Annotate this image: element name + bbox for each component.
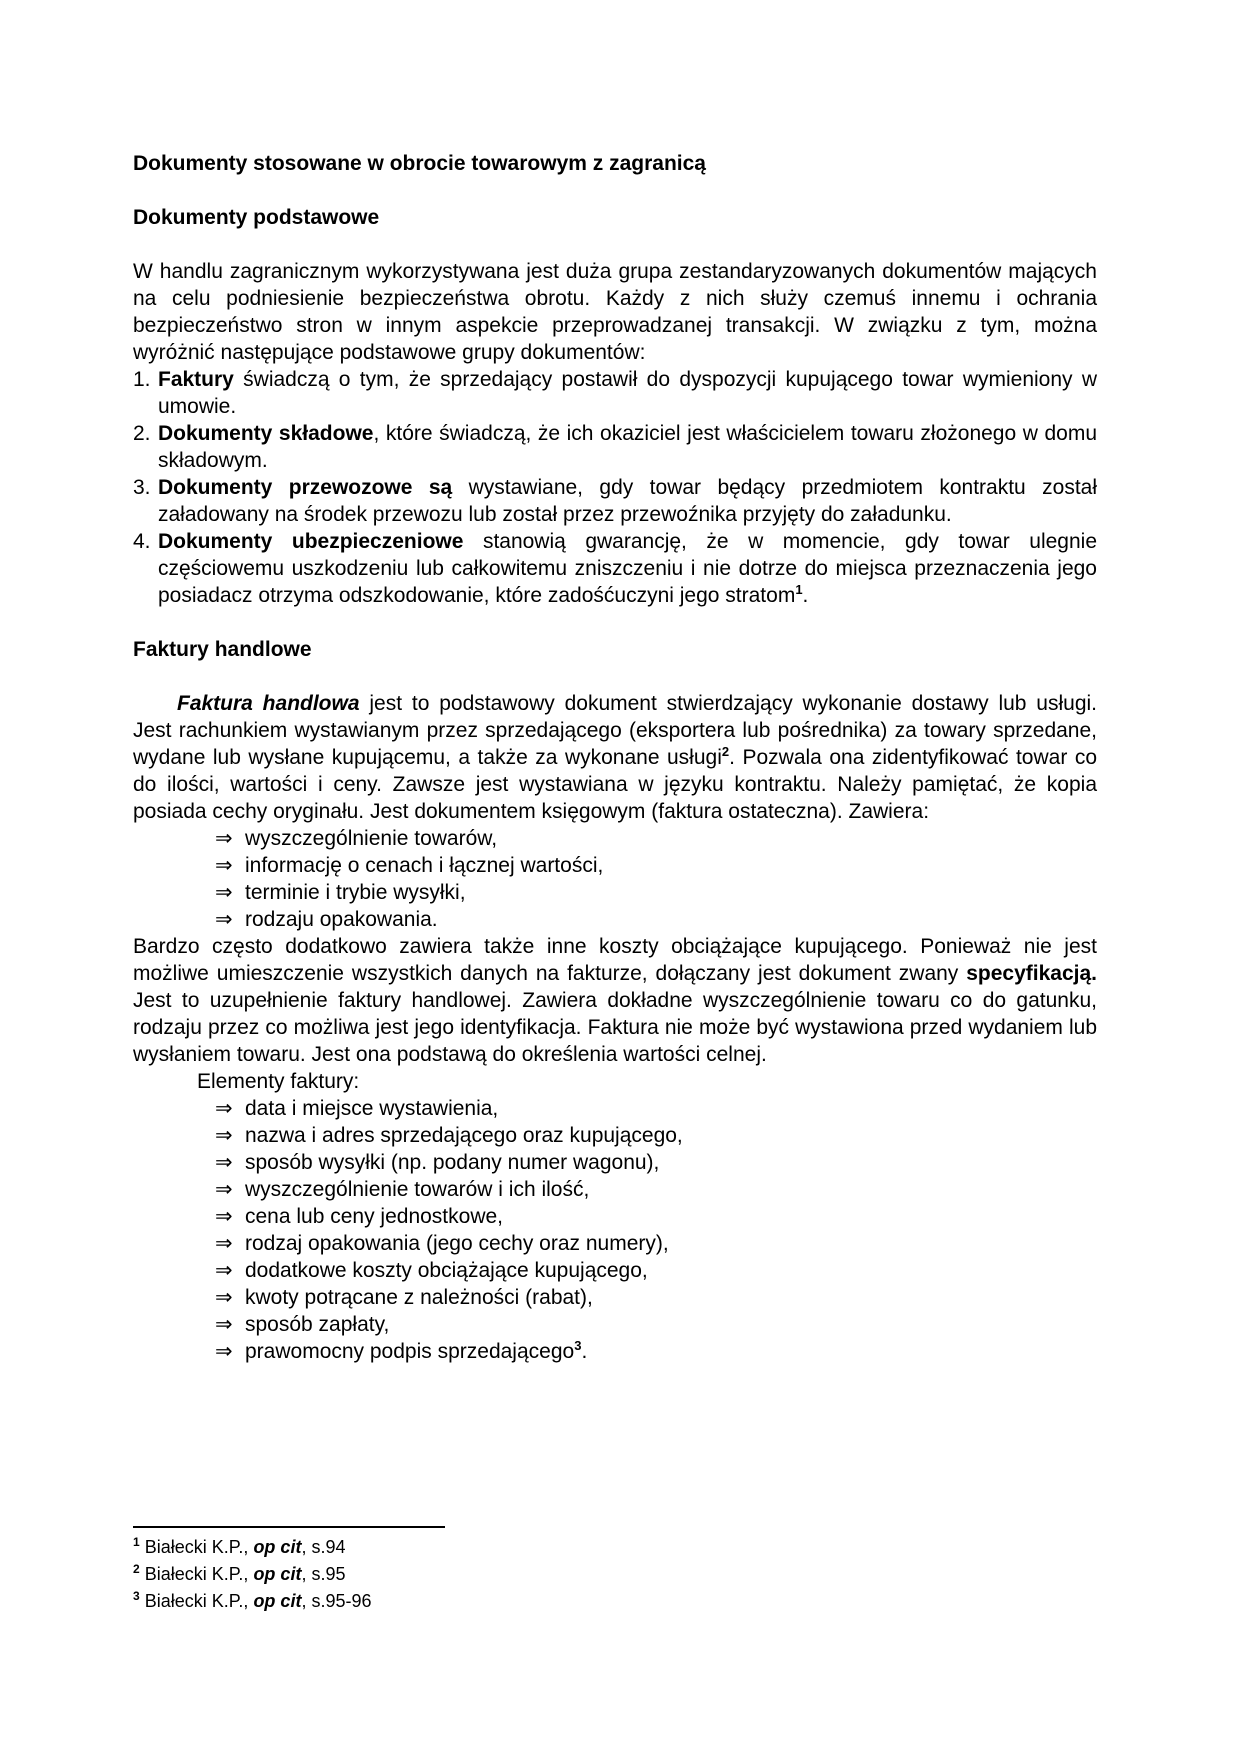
list-item xyxy=(215,1338,1097,1365)
footnote-number: 3 xyxy=(133,1589,140,1603)
list-item-tail: . xyxy=(802,584,809,607)
footnote-text: Białecki K.P., xyxy=(144,1537,254,1557)
list-item-text: świadczą o tym, że sprzedający postawił do dyspozycji kupującego towar wymieniony w umowie. xyxy=(158,368,1097,418)
list-item xyxy=(215,1122,1097,1149)
paragraph-text: Bardzo często dodatkowo zawiera także inne koszty obciążające kupującego. Ponieważ nie jest możliwe umieszczenie wszystkich danych na fakturze, dołączany jest dokument zwany xyxy=(133,935,1097,985)
footnote-2 xyxy=(133,1561,693,1588)
list-item-text: terminie i trybie wysyłki, xyxy=(245,881,466,904)
footnote-ref-2: 2 xyxy=(721,744,730,759)
list-item-text: rodzaj opakowania (jego cechy oraz numery), xyxy=(245,1232,669,1255)
list-item-text: wystawiane, gdy towar będący przedmiotem kontraktu został załadowany na środek przewozu lub został przez przewoźnika przyjęty do załadunku. xyxy=(158,476,1098,526)
list-number: 3. xyxy=(133,476,151,499)
list-item-text: prawomocny podpis sprzedającego xyxy=(245,1340,575,1363)
arrow-icon: ⇒ xyxy=(215,1232,233,1255)
list-item xyxy=(215,852,1097,879)
list-number: 4. xyxy=(133,530,151,553)
paragraph-text: . Pozwala ona zidentyfikować towar co do ilości, wartości i ceny. Zawsze jest wystawiana w języku kontraktu. Należy pamiętać, że kopia posiada cechy oryginału. Jest dokumentem księgowym (faktura ostateczna). Zawiera: xyxy=(133,746,1097,823)
list-item xyxy=(215,1230,1097,1257)
list-item-dokumenty-przewozowe xyxy=(133,474,1097,528)
list-item-text: sposób zapłaty, xyxy=(245,1313,390,1336)
heading-faktury-handlowe: Faktury handlowe xyxy=(133,638,312,661)
list-item-text: rodzaju opakowania. xyxy=(245,908,438,931)
footnote-work: op cit xyxy=(253,1537,302,1557)
footnote-work: op cit xyxy=(253,1591,302,1611)
list-item xyxy=(215,825,1097,852)
arrow-icon: ⇒ xyxy=(215,1313,233,1336)
invoice-contains-list xyxy=(133,825,1097,933)
list-item-text: data i miejsce wystawienia, xyxy=(245,1097,499,1120)
list-item-lead: Dokumenty składowe xyxy=(158,422,374,445)
arrow-icon: ⇒ xyxy=(215,1124,233,1147)
specification-paragraph xyxy=(133,933,1097,1068)
list-item xyxy=(215,1149,1097,1176)
paragraph-text: jest to podstawowy dokument stwierdzający wykonanie dostawy lub usługi. Jest rachunkiem wystawianym przez sprzedającego (eksportera lub pośrednika) za towary sprzedane, wydane lub wysłane kupującemu, a także za wykonane usługi xyxy=(133,692,1097,769)
list-item-lead: Faktury xyxy=(158,368,234,391)
list-item-text: wyszczególnienie towarów, xyxy=(245,827,498,850)
list-item-text: wyszczególnienie towarów i ich ilość, xyxy=(245,1178,590,1201)
list-item xyxy=(215,1257,1097,1284)
elements-label: Elementy faktury: xyxy=(197,1070,360,1093)
arrow-icon: ⇒ xyxy=(215,1178,233,1201)
document-groups-list xyxy=(133,366,1097,609)
footnote-3 xyxy=(133,1588,693,1615)
arrow-icon: ⇒ xyxy=(215,881,233,904)
list-item-tail: . xyxy=(581,1340,588,1363)
arrow-icon: ⇒ xyxy=(215,1259,233,1282)
arrow-icon: ⇒ xyxy=(215,827,233,850)
list-item-text: , które świadczą, że ich okaziciel jest właścicielem towaru złożonego w domu składowym. xyxy=(158,422,1097,472)
footnote-pages: , s.95-96 xyxy=(301,1591,372,1611)
list-item-text: kwoty potrącane z należności (rabat), xyxy=(245,1286,593,1309)
arrow-icon: ⇒ xyxy=(215,1151,233,1174)
list-item xyxy=(215,1095,1097,1122)
faktura-handlowa-paragraph xyxy=(133,690,1097,825)
footnote-number: 2 xyxy=(133,1562,140,1576)
arrow-icon: ⇒ xyxy=(215,854,233,877)
intro-paragraph: W handlu zagranicznym wykorzystywana jest duża grupa zestandaryzowanych dokumentów mających na celu podniesienie bezpieczeństwa obrotu. Każdy z nich służy czemuś innemu i ochrania bezpieczeństwo stron w innym aspekcie przeprowadzanej transakcji. W związku z tym, można wyróżnić następujące podstawowe grupy dokumentów: xyxy=(133,260,1097,364)
footnote-pages: , s.95 xyxy=(301,1564,346,1584)
paragraph-text: Jest to uzupełnienie faktury handlowej. Zawiera dokładne wyszczególnienie towaru co do gatunku, rodzaju przez co możliwa jest jego identyfikacja. Faktura nie może być wystawiona przed wydaniem lub wysłaniem towaru. Jest ona podstawą do określenia wartości celnej. xyxy=(133,989,1097,1066)
list-item xyxy=(215,1176,1097,1203)
list-item-text: stanowią gwarancję, że w momencie, gdy towar ulegnie częściowemu uszkodzeniu lub całkowitemu zniszczeniu i nie dotrze do miejsca przeznaczenia jego posiadacz otrzyma odszkodowanie, które zadośćuczyni jego stratom xyxy=(158,530,1097,607)
document-title: Dokumenty stosowane w obrocie towarowym z zagranicą xyxy=(133,152,706,175)
list-number: 1. xyxy=(133,368,151,391)
arrow-icon: ⇒ xyxy=(215,908,233,931)
list-item-text: informację o cenach i łącznej wartości, xyxy=(245,854,604,877)
list-item-faktury xyxy=(133,366,1097,420)
footnote-text: Białecki K.P., xyxy=(144,1564,254,1584)
arrow-icon: ⇒ xyxy=(215,1286,233,1309)
list-item xyxy=(215,1311,1097,1338)
arrow-icon: ⇒ xyxy=(215,1205,233,1228)
footnote-ref-1: 1 xyxy=(795,582,803,597)
list-item xyxy=(215,906,1097,933)
list-item-lead: Dokumenty przewozowe są xyxy=(158,476,453,499)
footnote-work: op cit xyxy=(253,1564,302,1584)
list-item-text: dodatkowe koszty obciążające kupującego, xyxy=(245,1259,648,1282)
footnote-ref-3: 3 xyxy=(574,1338,582,1353)
list-item-lead: Dokumenty ubezpieczeniowe xyxy=(158,530,464,553)
list-item-dokumenty-ubezpieczeniowe xyxy=(133,528,1097,609)
footnote-pages: , s.94 xyxy=(301,1537,346,1557)
list-item xyxy=(215,1284,1097,1311)
list-item-dokumenty-skladowe xyxy=(133,420,1097,474)
footnote-separator xyxy=(133,1526,445,1528)
list-item xyxy=(215,1203,1097,1230)
list-item-text: sposób wysyłki (np. podany numer wagonu), xyxy=(245,1151,660,1174)
footnotes xyxy=(133,1526,693,1615)
list-number: 2. xyxy=(133,422,151,445)
invoice-elements-list xyxy=(133,1095,1097,1365)
footnote-number: 1 xyxy=(133,1535,140,1549)
arrow-icon: ⇒ xyxy=(215,1340,233,1363)
footnote-text: Białecki K.P., xyxy=(144,1591,254,1611)
heading-dokumenty-podstawowe: Dokumenty podstawowe xyxy=(133,206,380,229)
specification-term: specyfikacją. xyxy=(966,962,1097,985)
list-item xyxy=(215,879,1097,906)
list-item-text: cena lub ceny jednostkowe, xyxy=(245,1205,503,1228)
list-item-text: nazwa i adres sprzedającego oraz kupującego, xyxy=(245,1124,683,1147)
faktura-handlowa-term: Faktura handlowa xyxy=(177,692,360,715)
arrow-icon: ⇒ xyxy=(215,1097,233,1120)
footnote-1 xyxy=(133,1534,693,1561)
